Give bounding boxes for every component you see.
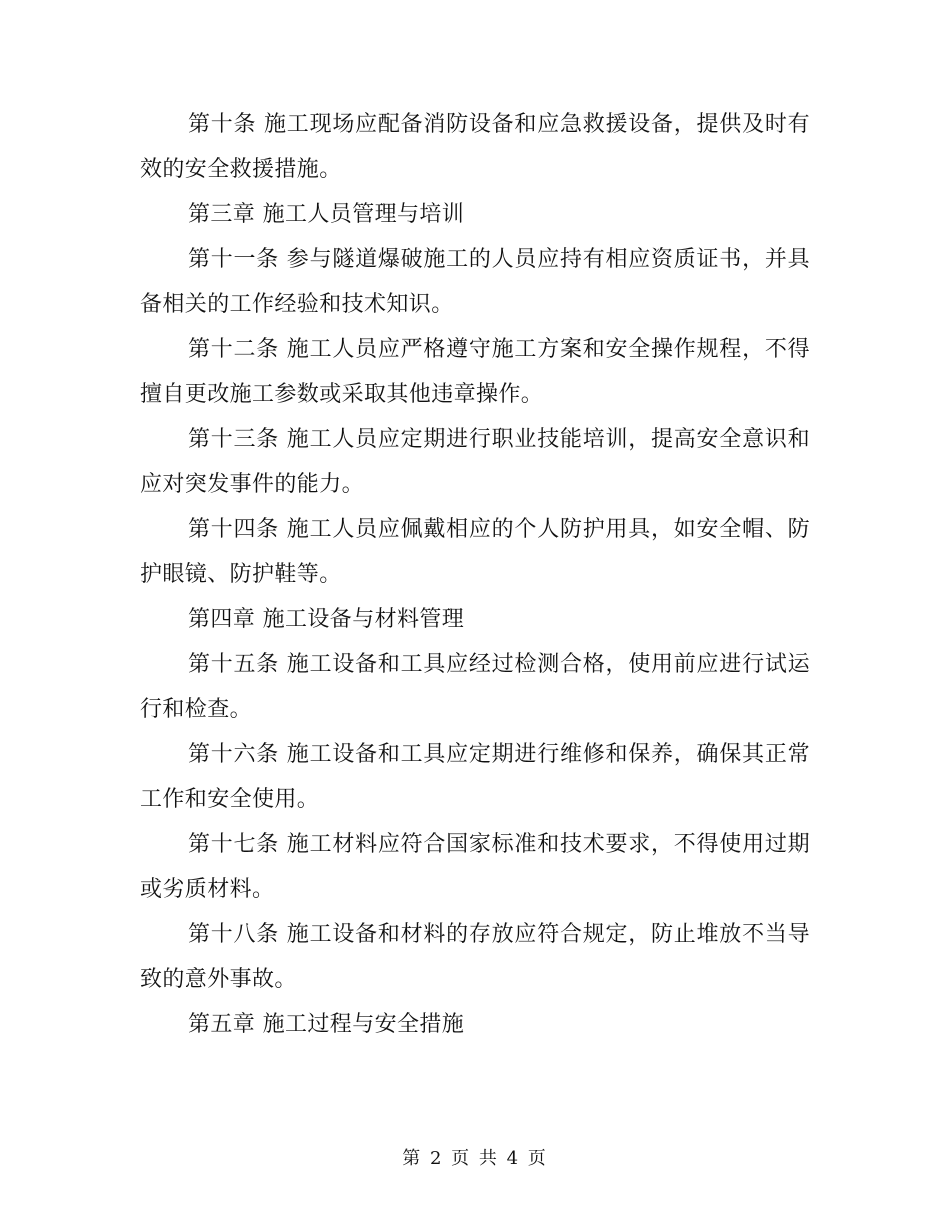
page-number-footer: 第 2 页 共 4 页	[402, 1148, 548, 1169]
paragraph-article-13: 第十三条 施工人员应定期进行职业技能培训，提高安全意识和应对突发事件的能力。	[140, 427, 810, 497]
chapter-heading-4: 第四章 施工设备与材料管理	[188, 607, 465, 632]
paragraph-article-11: 第十一条 参与隧道爆破施工的人员应持有相应资质证书，并具备相关的工作经验和技术知识。	[140, 247, 810, 317]
paragraph-article-15: 第十五条 施工设备和工具应经过检测合格，使用前应进行试运行和检查。	[140, 652, 810, 722]
paragraph-article-17: 第十七条 施工材料应符合国家标准和技术要求，不得使用过期或劣质材料。	[140, 832, 810, 902]
paragraph-article-12: 第十二条 施工人员应严格遵守施工方案和安全操作规程，不得擅自更改施工参数或采取其他违章操作。	[140, 337, 810, 407]
document-body	[140, 102, 810, 1047]
paragraph-article-14: 第十四条 施工人员应佩戴相应的个人防护用具，如安全帽、防护眼镜、防护鞋等。	[140, 517, 810, 587]
paragraph-article-10: 第十条 施工现场应配备消防设备和应急救援设备，提供及时有效的安全救援措施。	[140, 112, 810, 182]
paragraph-article-18: 第十八条 施工设备和材料的存放应符合规定，防止堆放不当导致的意外事故。	[140, 922, 810, 992]
chapter-heading-5: 第五章 施工过程与安全措施	[188, 1012, 465, 1037]
paragraph-article-16: 第十六条 施工设备和工具应定期进行维修和保养，确保其正常工作和安全使用。	[140, 742, 810, 812]
chapter-heading-3: 第三章 施工人员管理与培训	[188, 202, 465, 227]
